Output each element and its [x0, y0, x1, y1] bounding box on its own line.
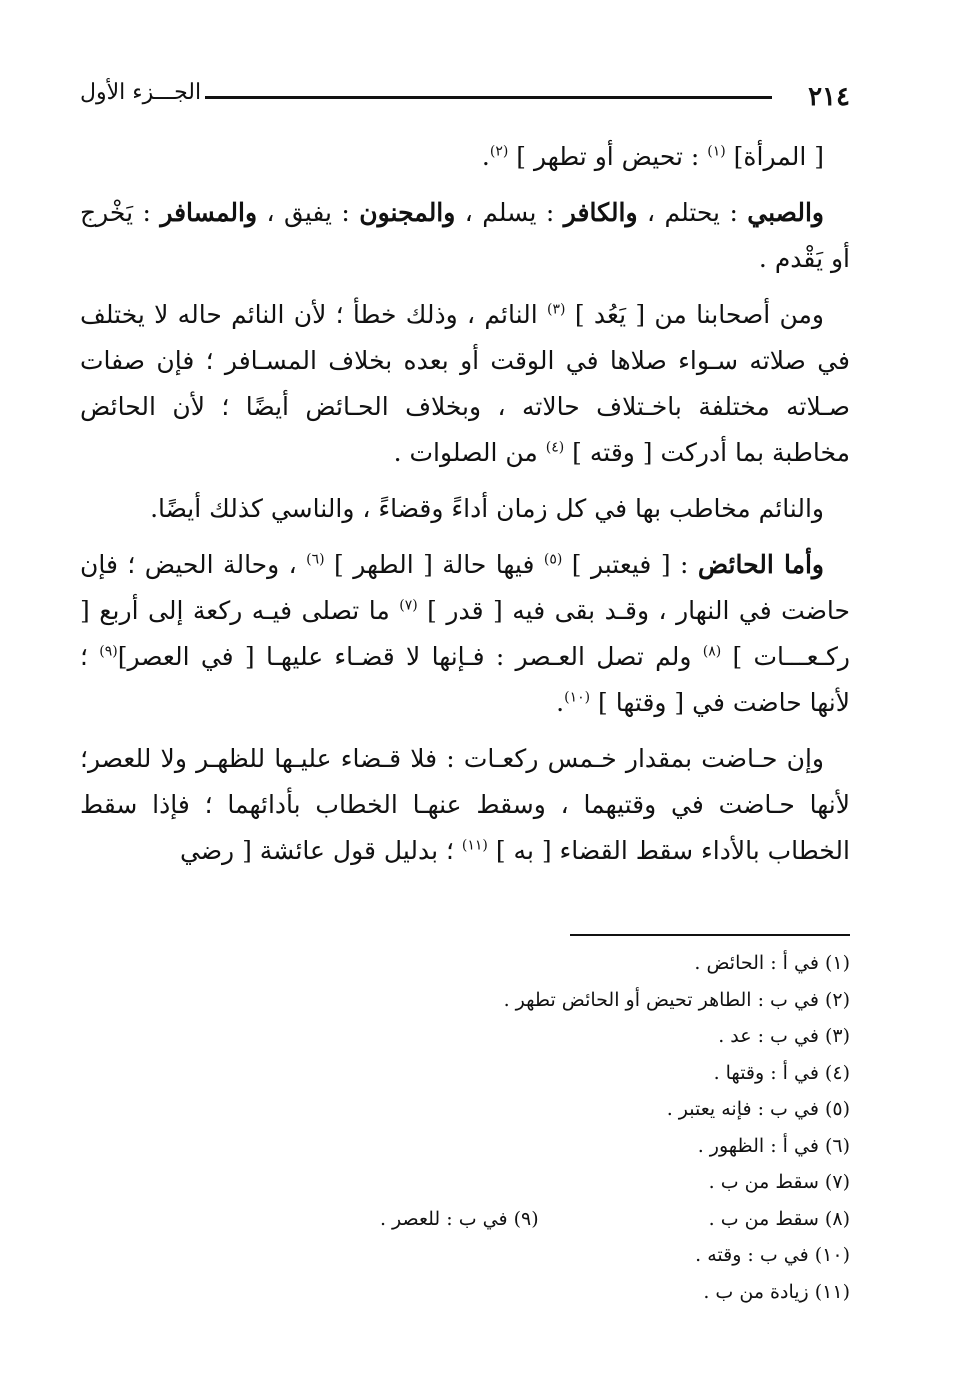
text-run: . [481, 142, 490, 171]
footnote-ref-1: (١) [707, 143, 726, 160]
text-run: من الصلوات . [393, 438, 546, 467]
term-disbeliever: والكافر [563, 198, 638, 227]
text-run: ومن أصحابنا من [ يَعُد ] [565, 300, 824, 329]
text-run: وإن حـاضت بمقدار خـمس ركعـات : فلا قـضاء عليـها للظهـر ولا للعصر؛ لأنها حـاضت في وقتيهما ، وسقط عنهـا الخطاب بأدائهما ؛ فإذا سقط الخطاب بالأداء سقط القضاء [ به ] [80, 744, 850, 865]
footnote-9: (٩) في ب : للعصر . [379, 1207, 539, 1230]
text-run: : يَخْرج أو يَقْدم . [80, 198, 850, 273]
term-menstruating: وأما الحائض [697, 550, 824, 579]
text-run: . [556, 688, 565, 717]
footnote-ref-3: (٣) [547, 301, 566, 318]
text-run: ما تصلى فيـه ركعة إلى أربع [ ركـعـــات ] [80, 596, 850, 671]
footnote-6: (٦) في أ : الظهور . [697, 1134, 850, 1157]
text-run: ، وحالة الحيض ؛ فإن حاضت في النهار ، وقـد بقى فيه [ قدر ] [80, 550, 850, 625]
footnote-ref-10: (١٠) [564, 689, 591, 706]
footnote-8: (٨) سقط من ب . [708, 1207, 850, 1230]
footnote-4: (٤) في أ : وقتها . [713, 1061, 850, 1084]
paragraph-5 [80, 542, 850, 726]
footnote-ref-7: (٧) [399, 597, 418, 614]
footnote-ref-4: (٤) [545, 439, 565, 456]
footnote-ref-5: (٥) [543, 551, 563, 568]
paragraph-4 [80, 486, 850, 532]
volume-title: الجـــزء الأول [80, 80, 202, 105]
footnote-separator [570, 934, 850, 936]
term-boy: والصبي [747, 198, 824, 227]
footnote-ref-6: (٦) [306, 551, 325, 568]
running-header [80, 78, 850, 118]
footnote-7: (٧) سقط من ب . [708, 1171, 850, 1193]
text-run: [ المرأة] [725, 142, 824, 171]
text-run: : [ فيعتبر ] [562, 550, 698, 579]
paragraph-2 [80, 190, 850, 282]
text-run: ؛ لأنها حاضت في [ وقتها ] [80, 642, 850, 717]
text-run: ؛ بدليل قول عائشة [ رضي [179, 836, 462, 865]
paragraph-3 [80, 292, 850, 476]
text-run: : يحتلم ، [637, 198, 748, 227]
footnote-2: (٢) في ب : الطاهر تحيض أو الحائض تطهر . [503, 988, 850, 1011]
main-text [80, 134, 850, 884]
paragraph-1 [80, 134, 850, 180]
footnote-5: (٥) في ب : فإنه يعتبر . [666, 1098, 850, 1120]
text-run: فيها حالة [ الطهر ] [324, 550, 544, 579]
paragraph-6 [80, 736, 850, 874]
footnotes [80, 945, 850, 1310]
footnote-ref-8: (٨) [702, 643, 722, 660]
header-rule [205, 96, 772, 99]
text-run: : تحيض أو تطهر ] [508, 142, 708, 171]
page-number: ٢١٤ [808, 82, 850, 112]
footnote-1: (١) في أ : الحائض . [694, 952, 850, 974]
footnote-ref-9: (٩) [99, 643, 118, 660]
footnote-row [80, 1201, 850, 1238]
text-run: : يفيق ، [257, 198, 360, 227]
term-insane: والمجنون [359, 198, 456, 227]
text-run: والنائم مخاطب بها في كل زمان أداءً وقضاءً ، والناسي كذلك أيضًا. [150, 494, 824, 523]
text-run: ولم تصل العـصر : فـإنها لا قضـاء عليهـا [ في العصر] [117, 642, 703, 671]
footnote-ref-2: (٢) [489, 143, 509, 160]
footnote-ref-11: (١١) [461, 837, 488, 854]
footnote-3: (٣) في ب : عد . [718, 1025, 850, 1047]
text-run: : يسلم ، [455, 198, 564, 227]
footnote-10: (١٠) في ب : وقته . [695, 1244, 850, 1266]
footnote-11: (١١) زيادة من ب . [703, 1280, 850, 1303]
text-run: النائم ، وذلك خطأ ؛ لأن النائم حاله لا يختلف في صلاته سـواء صلاها في الوقت أو بعده بخلاف المسـافر ؛ فإن صفات صـلاته مختلفة باخـتلاف حالاته ، وبخلاف الحـائض أيضًا ؛ لأن الحائض مخاطبة بما أدركت [ وقته ] [80, 300, 850, 467]
term-traveler: والمسافر [160, 198, 258, 227]
